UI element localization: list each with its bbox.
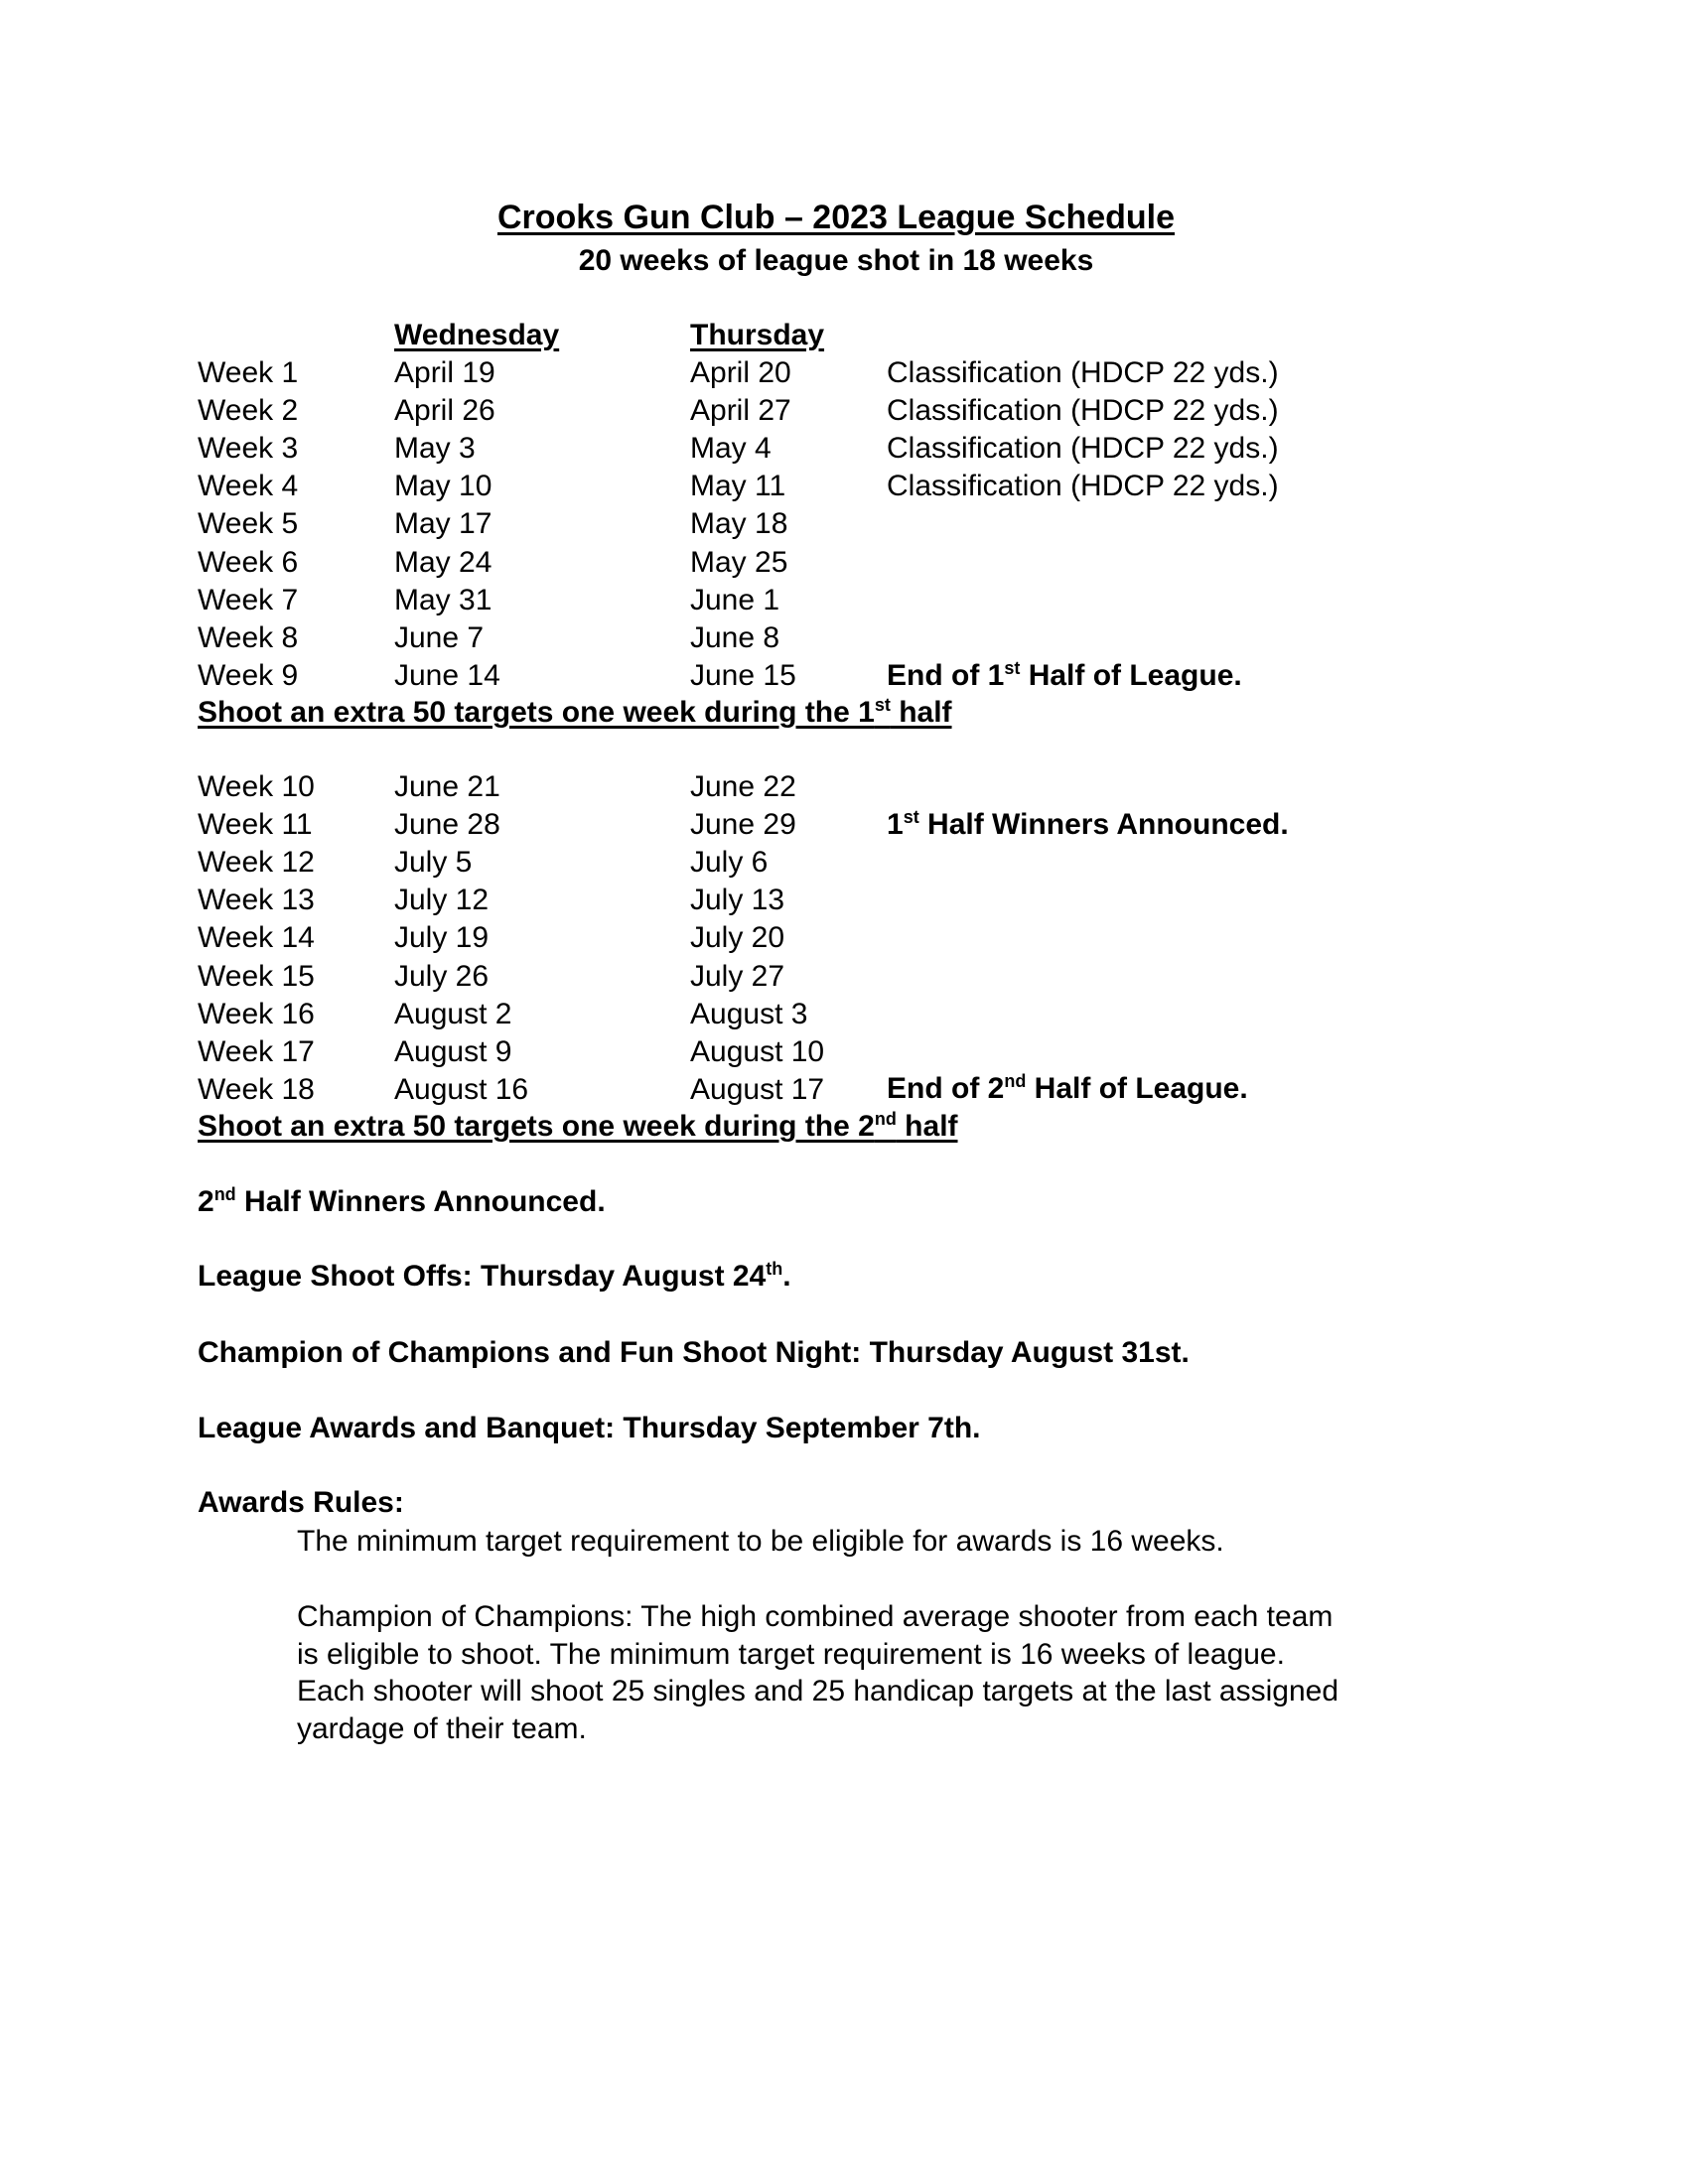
week-label: Week 1	[198, 356, 299, 389]
shoot-offs: League Shoot Offs: Thursday August 24th.	[198, 1259, 791, 1293]
thursday-date: May 25	[690, 545, 788, 579]
subtitle: 20 weeks of league shot in 18 weeks	[578, 244, 1094, 277]
thursday-date: August 17	[690, 1072, 825, 1106]
wednesday-date: April 26	[394, 394, 495, 428]
week-label: Week 13	[198, 884, 315, 917]
coc-rule-line: Champion of Champions: The high combined average shooter from each team	[297, 1600, 1334, 1633]
row-note: Classification (HDCP 22 yds.)	[887, 470, 1279, 503]
banquet-date: League Awards and Banquet: Thursday September 7th.	[198, 1412, 981, 1444]
wednesday-date: July 26	[394, 959, 490, 993]
week-label: Week 8	[198, 620, 299, 654]
second-half-winners: 2nd Half Winners Announced.	[198, 1184, 606, 1218]
week-label: Week 6	[198, 545, 299, 579]
week-label: Week 17	[198, 1034, 315, 1068]
coc-rule-line: is eligible to shoot. The minimum target requirement is 16 weeks of league.	[297, 1638, 1285, 1671]
thursday-date: April 20	[690, 356, 791, 389]
wednesday-date: July 12	[394, 884, 490, 917]
week-label: Week 12	[198, 846, 315, 880]
thursday-date: June 1	[690, 583, 780, 616]
wednesday-date: April 19	[394, 356, 495, 389]
week-label: Week 5	[198, 507, 299, 541]
week-label: Week 16	[198, 997, 315, 1030]
week-label: Week 4	[198, 470, 299, 503]
thursday-date: May 11	[690, 470, 786, 503]
thursday-date: July 6	[690, 846, 769, 880]
wednesday-date: June 28	[394, 808, 500, 842]
wednesday-date: May 17	[394, 507, 492, 541]
wednesday-date: May 3	[394, 432, 476, 466]
thursday-date: June 8	[690, 620, 780, 654]
thursday-date: June 15	[690, 658, 796, 692]
week-label: Week 9	[198, 658, 299, 692]
wednesday-date: July 5	[394, 846, 473, 880]
row-note: Classification (HDCP 22 yds.)	[887, 394, 1279, 428]
wednesday-date: August 9	[394, 1034, 512, 1068]
wednesday-date: August 16	[394, 1072, 529, 1106]
thursday-date: April 27	[690, 394, 791, 428]
thursday-date: June 22	[690, 770, 796, 803]
week-label: Week 3	[198, 432, 299, 466]
extra-targets-first-half: Shoot an extra 50 targets one week during the 1st half	[198, 695, 952, 729]
wednesday-date: May 10	[394, 470, 492, 503]
week-label: Week 10	[198, 770, 315, 803]
thursday-date: June 29	[690, 808, 796, 842]
end-first-half-note: End of 1st Half of League.	[887, 658, 1242, 692]
wednesday-date: May 31	[394, 583, 492, 616]
thursday-date: July 27	[690, 959, 785, 993]
wednesday-date: May 24	[394, 545, 492, 579]
page-title: Crooks Gun Club – 2023 League Schedule	[496, 199, 1176, 236]
wednesday-date: June 7	[394, 620, 485, 654]
awards-minimum-rule: The minimum target requirement to be eligible for awards is 16 weeks.	[297, 1525, 1224, 1558]
thursday-date: August 10	[690, 1034, 825, 1068]
row-note: Classification (HDCP 22 yds.)	[887, 356, 1279, 389]
end-second-half-note: End of 2nd Half of League.	[887, 1071, 1248, 1105]
first-half-winners-note: 1st Half Winners Announced.	[887, 807, 1289, 841]
awards-rules-heading: Awards Rules:	[198, 1486, 404, 1519]
wednesday-date: June 21	[394, 770, 500, 803]
coc-rule-line: yardage of their team.	[297, 1712, 587, 1745]
week-label: Week 2	[198, 394, 299, 428]
champion-of-champions-date: Champion of Champions and Fun Shoot Night: Thursday August 31st.	[198, 1336, 1190, 1369]
header-thursday: Thursday	[690, 319, 825, 351]
thursday-date: July 13	[690, 884, 785, 917]
wednesday-date: July 19	[394, 921, 490, 955]
thursday-date: August 3	[690, 997, 808, 1030]
week-label: Week 7	[198, 583, 299, 616]
extra-targets-second-half: Shoot an extra 50 targets one week during the 2nd half	[198, 1109, 958, 1143]
wednesday-date: June 14	[394, 658, 500, 692]
coc-rule-line: Each shooter will shoot 25 singles and 25 handicap targets at the last assigned	[297, 1675, 1339, 1707]
row-note: Classification (HDCP 22 yds.)	[887, 432, 1279, 466]
week-label: Week 11	[198, 808, 313, 842]
thursday-date: May 18	[690, 507, 788, 541]
header-wednesday: Wednesday	[394, 319, 560, 351]
thursday-date: July 20	[690, 921, 785, 955]
week-label: Week 18	[198, 1072, 315, 1106]
thursday-date: May 4	[690, 432, 772, 466]
week-label: Week 14	[198, 921, 315, 955]
week-label: Week 15	[198, 959, 315, 993]
wednesday-date: August 2	[394, 997, 512, 1030]
